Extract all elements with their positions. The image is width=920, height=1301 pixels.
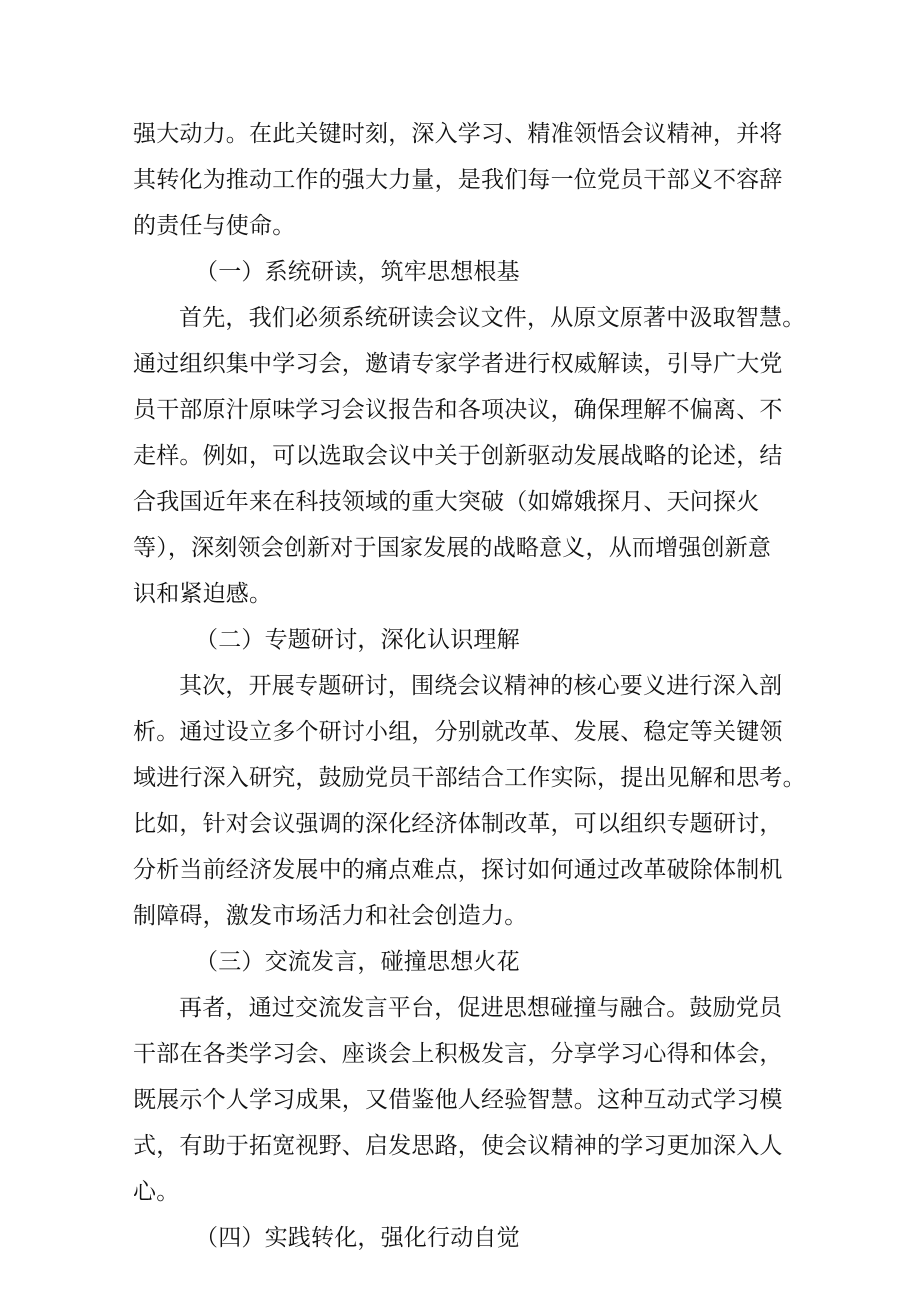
- body-line: 强大动力。在此关键时刻，深入学习、精准领悟会议精神，并将: [133, 121, 783, 147]
- body-line: 等），深刻领会创新对于国家发展的战略意义，从而增强创新意: [133, 535, 772, 561]
- section-heading-1: （一）系统研读，筑牢思想根基: [195, 259, 520, 285]
- body-line: 走样。例如，可以选取会议中关于创新驱动发展战略的论述，结: [133, 443, 783, 469]
- section-heading-4: （四）实践转化，强化行动自觉: [195, 1225, 520, 1251]
- section-heading-2: （二）专题研讨，深化认识理解: [195, 627, 520, 653]
- body-line: 分析当前经济发展中的痛点难点，探讨如何通过改革破除体制机: [133, 857, 783, 883]
- body-line: 识和紧迫感。: [133, 581, 273, 607]
- document-body: [133, 111, 806, 1261]
- body-line: 心。: [133, 1179, 180, 1205]
- body-line: 制障碍，激发市场活力和社会创造力。: [133, 903, 528, 929]
- body-line: 员干部原汁原味学习会议报告和各项决议，确保理解不偏离、不: [133, 397, 783, 423]
- body-line: 合我国近年来在科技领域的重大突破（如嫦娥探月、天问探火: [133, 489, 760, 515]
- body-line: 其转化为推动工作的强大力量，是我们每一位党员干部义不容辞: [133, 167, 783, 193]
- body-line: 比如，针对会议强调的深化经济体制改革，可以组织专题研讨，: [133, 811, 783, 837]
- body-line: 域进行深入研究，鼓励党员干部结合工作实际，提出见解和思考。: [133, 765, 806, 791]
- body-line: 析。通过设立多个研讨小组，分别就改革、发展、稳定等关键领: [133, 719, 783, 745]
- section-heading-3: （三）交流发言，碰撞思想火花: [195, 949, 520, 975]
- body-line: 通过组织集中学习会，邀请专家学者进行权威解读，引导广大党: [133, 351, 783, 377]
- body-line: 式，有助于拓宽视野、启发思路，使会议精神的学习更加深入人: [133, 1133, 783, 1159]
- body-line: 既展示个人学习成果，又借鉴他人经验智慧。这种互动式学习模: [133, 1087, 783, 1113]
- paragraph-first-line: 再者，通过交流发言平台，促进思想碰撞与融合。鼓励党员: [179, 995, 783, 1021]
- paragraph-first-line: 首先，我们必须系统研读会议文件，从原文原著中汲取智慧。: [179, 305, 806, 331]
- body-line: 的责任与使命。: [133, 213, 296, 239]
- body-line: 干部在各类学习会、座谈会上积极发言，分享学习心得和体会，: [133, 1041, 783, 1067]
- paragraph-first-line: 其次，开展专题研讨，围绕会议精神的核心要义进行深入剖: [179, 673, 783, 699]
